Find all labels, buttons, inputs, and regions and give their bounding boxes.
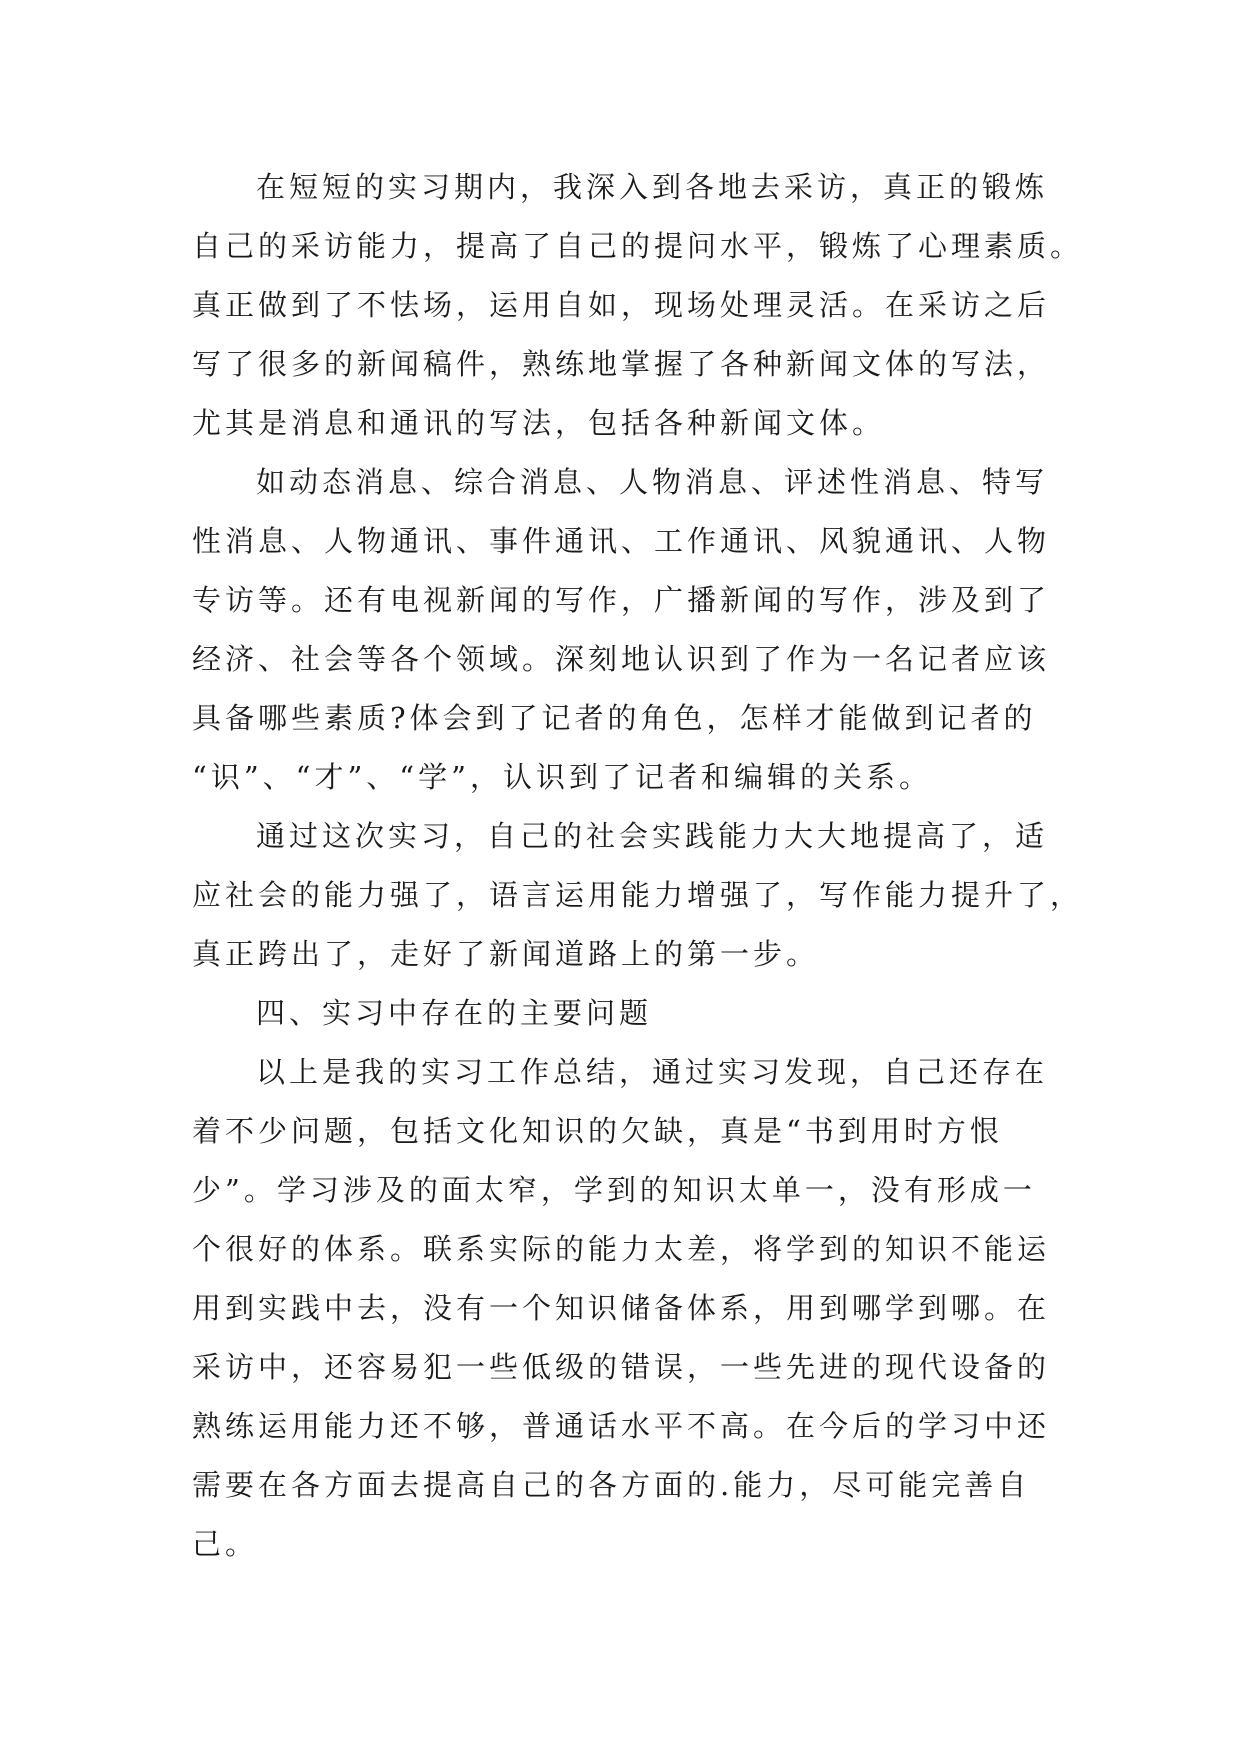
paragraph-line: 个很好的体系。联系实际的能力太差，将学到的知识不能运 [192,1232,1051,1266]
paragraph-line: 性消息、人物通讯、事件通讯、工作通讯、风貌通讯、人物 [192,524,1051,558]
paragraph-line: 专访等。还有电视新闻的写作，广播新闻的写作，涉及到了 [192,583,1051,617]
paragraph-line: 需要在各方面去提高自己的各方面的.能力，尽可能完善自 [192,1468,1031,1502]
paragraph-line: 如动态消息、综合消息、人物消息、评述性消息、特写 [256,465,1049,499]
paragraph-line: 具备哪些素质?体会到了记者的角色，怎样才能做到记者的 [192,701,1037,735]
paragraph-line: 应社会的能力强了，语言运用能力增强了，写作能力提升了， [192,878,1084,912]
paragraph-line: 着不少问题，包括文化知识的欠缺，真是“书到用时方恨 [192,1114,1003,1148]
paragraph-line: 真正做到了不怯场，运用自如，现场处理灵活。在采访之后 [192,288,1051,322]
document-body [192,158,1084,1574]
paragraph-line: “识”、“才”、“学”，认识到了记者和编辑的关系。 [192,760,932,794]
paragraph-line: 真正跨出了，走好了新闻道路上的第一步。 [192,937,820,971]
paragraph-line: 经济、社会等各个领域。深刻地认识到了作为一名记者应该 [192,642,1051,676]
paragraph-line: 熟练运用能力还不够，普通话水平不高。在今后的学习中还 [192,1409,1051,1443]
paragraph-line: 自己的采访能力，提高了自己的提问水平，锻炼了心理素质。 [192,229,1084,263]
paragraph-line: 通过这次实习，自己的社会实践能力大大地提高了，适 [256,819,1049,853]
paragraph-line: 写了很多的新闻稿件，熟练地掌握了各种新闻文体的写法， [192,347,1051,381]
paragraph-line: 尤其是消息和通讯的写法，包括各种新闻文体。 [192,406,886,440]
paragraph-line: 用到实践中去，没有一个知识储备体系，用到哪学到哪。在 [192,1291,1051,1325]
paragraph-line: 以上是我的实习工作总结，通过实习发现，自己还存在 [256,1055,1049,1089]
paragraph-line: 少”。学习涉及的面太窄，学到的知识太单一，没有形成一 [192,1173,1036,1207]
paragraph-line: 己。 [192,1527,259,1561]
paragraph-line: 采访中，还容易犯一些低级的错误，一些先进的现代设备的 [192,1350,1051,1384]
paragraph-line: 在短短的实习期内，我深入到各地去采访，真正的锻炼 [256,170,1049,204]
section-heading: 四、实习中存在的主要问题 [256,996,653,1030]
